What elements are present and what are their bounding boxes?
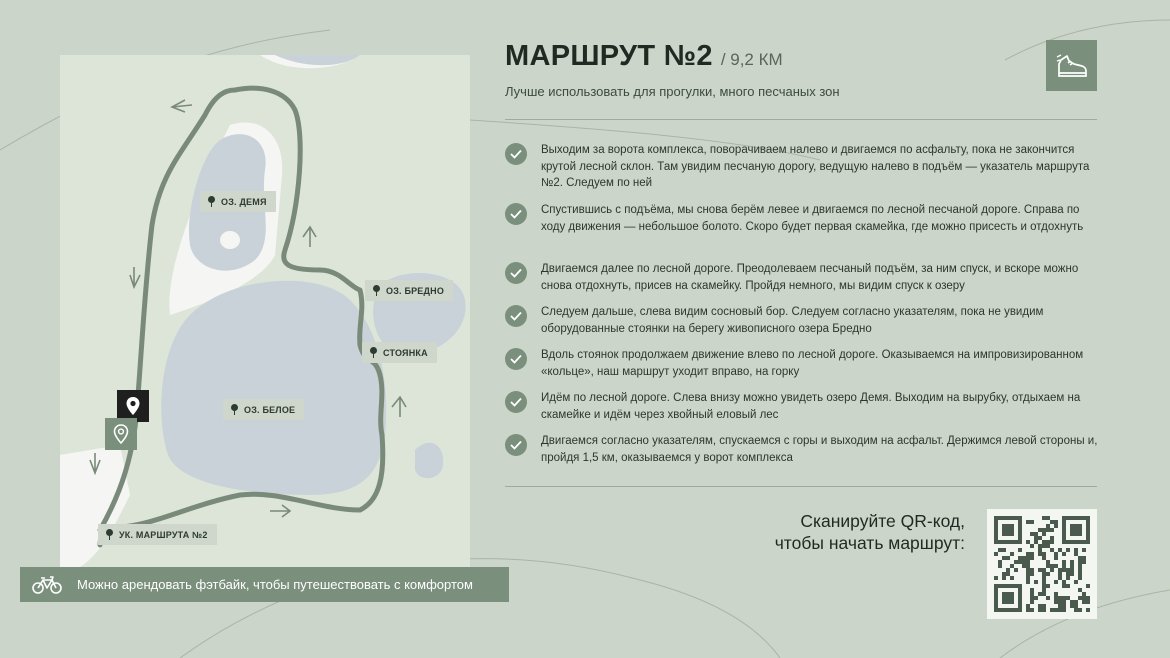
qr-code-icon	[994, 516, 1090, 612]
lake-beloe	[161, 281, 386, 495]
check-icon	[505, 143, 527, 165]
step-text: Идём по лесной дороге. Слева внизу можно увидеть озеро Демя. Выходим на вырубку, отдыхаем на скамейке и идём через хвойный еловый лес	[541, 392, 1081, 421]
check-icon	[505, 391, 527, 413]
step-item	[505, 433, 1103, 466]
start-marker-green	[105, 418, 137, 450]
divider-top	[505, 119, 1097, 120]
step-text: Спустившись с подъёма, мы снова берём левее и двигаемся по лесной песчаной дороге. Справа по ходу движения — небольшое болото. Скоро будет первая скамейка, где можно присесть и отдохнуть	[541, 204, 1084, 233]
direction-arrow	[130, 267, 140, 287]
step-text: Двигаемся согласно указателям, спускаемся с горы и выходим на асфальт. Держимся левой стороны и, пройдя 1,5 км, оказываемся у ворот комплекса	[541, 435, 1098, 464]
map-label-text: ОЗ. ДЕМЯ	[221, 196, 267, 207]
check-icon	[505, 262, 527, 284]
route-distance: / 9,2 КМ	[720, 50, 783, 69]
check-icon	[505, 203, 527, 225]
map-label-text: ОЗ. БЕЛОЕ	[244, 404, 296, 415]
location-pin-icon	[125, 396, 141, 416]
step-item	[505, 390, 1103, 423]
qr-caption-line1: Сканируйте QR-код,	[800, 511, 965, 531]
divider-bottom	[505, 486, 1097, 487]
route-title: МАРШРУТ №2	[505, 40, 713, 72]
bike-rental-text: Можно арендовать фэтбайк, чтобы путешествовать с комфортом	[77, 577, 473, 592]
pin-icon	[373, 285, 380, 296]
map-label-stoyanka	[362, 342, 437, 363]
pin-icon	[208, 196, 215, 207]
check-icon	[505, 348, 527, 370]
route-header	[505, 40, 783, 73]
qr-caption	[775, 510, 965, 554]
map-label-text: ОЗ. БРЕДНО	[386, 285, 445, 296]
qr-caption-line2: чтобы начать маршрут:	[774, 533, 965, 553]
bike-rental-banner	[20, 567, 509, 602]
bicycle-icon	[32, 576, 66, 594]
step-item	[505, 261, 1103, 294]
check-icon	[505, 434, 527, 456]
step-text: Следуем дальше, слева видим сосновый бор. Следуем согласно указателям, пока не увидим оборудованные стоянки на берегу живописного озера Бредно	[541, 306, 1044, 335]
pin-icon	[106, 529, 113, 540]
step-item	[505, 142, 1103, 192]
map-label-bredno	[365, 280, 453, 301]
direction-arrow	[303, 227, 316, 247]
check-icon	[505, 305, 527, 327]
qr-code[interactable]	[987, 509, 1097, 619]
map-label-text: УК. МАРШРУТА №2	[119, 529, 208, 540]
map-label-demya	[200, 191, 276, 212]
pin-icon	[370, 347, 377, 358]
map-label-text: СТОЯНКА	[383, 347, 428, 358]
route-map	[60, 55, 470, 567]
route-subtitle: Лучше использовать для прогулки, много песчаных зон	[505, 84, 840, 99]
direction-arrow	[392, 397, 406, 417]
direction-arrow	[270, 505, 290, 517]
sneaker-icon	[1056, 52, 1088, 80]
direction-arrow	[172, 100, 192, 112]
step-item	[505, 202, 1103, 235]
map-graphic	[60, 55, 470, 567]
step-text: Выходим за ворота комплекса, поворачиваем налево и двигаемся по асфальту, пока не закончится крутой лесной склон. Там увидим песчаную дорогу, ведущую налево в подъём — указатель маршрута №2. Следуем по ней	[541, 144, 1090, 189]
map-label-ukazatel	[98, 524, 217, 545]
step-text: Двигаемся далее по лесной дороге. Преодолеваем песчаный подъём, за ним спуск, и вскоре можно снова отдохнуть, присев на скамейку. Пройдя немного, мы видим спуск к озеру	[541, 263, 1079, 292]
step-item	[505, 304, 1103, 337]
sneaker-badge	[1046, 40, 1097, 91]
pin-icon	[231, 404, 238, 415]
map-label-beloe	[223, 399, 304, 420]
step-text: Вдоль стоянок продолжаем движение влево по лесной дороге. Оказываемся на импровизированном «кольце», наш маршрут уходит вправо, на горку	[541, 349, 1084, 378]
step-item	[505, 347, 1103, 380]
location-pin-icon	[113, 424, 129, 444]
